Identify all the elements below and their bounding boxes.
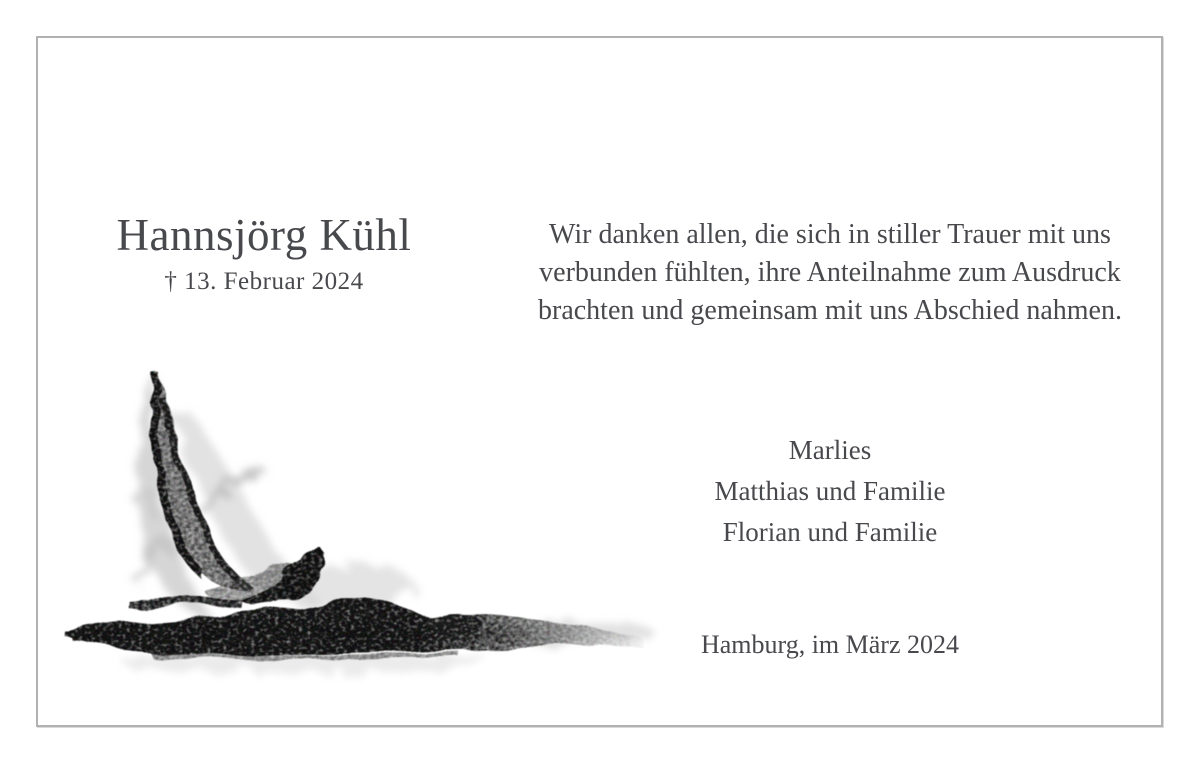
place-date-line: Hamburg, im März 2024 [700, 630, 960, 659]
family-name-3: Florian und Familie [722, 517, 938, 547]
deceased-name: Hannsjörg Kühl [116, 210, 412, 260]
thanks-line-1: Wir danken allen, die sich in stiller Trauer mit uns [549, 219, 1111, 250]
family-name-2: Matthias und Familie [714, 476, 946, 506]
thanks-text-block [470, 216, 1190, 330]
charcoal-sailboat-illustration [55, 362, 665, 692]
thanks-line-2: verbunden fühlten, ihre Anteilnahme zum Ausdruck [539, 257, 1121, 288]
deceased-name-block [88, 212, 440, 296]
thanks-line-3: brachten und gemeinsam mit uns Abschied nahmen. [538, 295, 1122, 326]
family-names-block [630, 430, 1030, 553]
death-date: † 13. Februar 2024 [164, 268, 364, 296]
family-name-1: Marlies [788, 435, 872, 465]
